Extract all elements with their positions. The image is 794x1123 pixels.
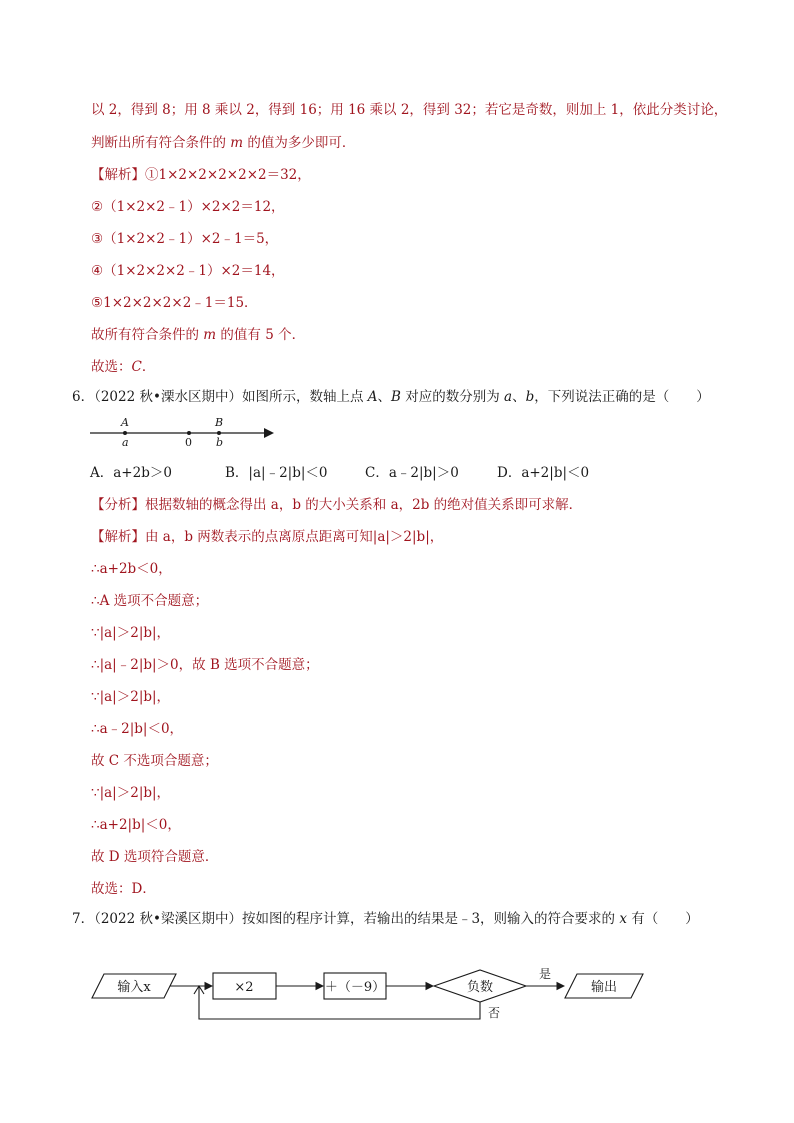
q6-stem-sep2: 、 [512, 389, 526, 405]
times-two-label: ×2 [234, 980, 254, 995]
prev-answer-a: 故选： [91, 359, 132, 375]
prev-step-1: ①1×2×2×2×2×2＝32， [145, 167, 311, 183]
point-a-var: a [122, 436, 129, 449]
q6-step: 故 D 选项符合题意． [91, 849, 219, 865]
q6-jiexi-tag: 【解析】 [91, 529, 145, 545]
q6-stem-vb: b [525, 389, 535, 405]
q6-jiexi-text: 由 a，b 两数表示的点离原点距离可知|a|＞2|b|， [145, 529, 444, 545]
q6-fenxi-tag: 【分析】 [91, 497, 145, 513]
prev-step-2: ②（1×2×2﹣1）×2×2＝12， [91, 199, 285, 215]
point-a-label: A [121, 416, 129, 429]
q6-step: ∵|a|＞2|b|， [91, 689, 171, 705]
q6-step: ∵|a|＞2|b|， [91, 625, 171, 641]
prev-concl-var: m [203, 327, 217, 343]
prev-conclusion [91, 326, 305, 344]
q6-stem-a: 6．（2022 秋•溧水区期中）如图所示，数轴上点 [72, 389, 368, 405]
q6-step: ∴a﹣2|b|＜0， [91, 721, 184, 737]
q6-fenxi-text: 根据数轴的概念得出 a，b 的大小关系和 a，2b 的绝对值关系即可求解． [145, 497, 583, 513]
q6-option-a[interactable]: A．a+2b＞0 [90, 465, 172, 481]
q6-step: 故 C 不选项合题意； [91, 753, 218, 769]
q6-step: ∴|a|﹣2|b|＞0，故 B 选项不合题意； [91, 657, 319, 673]
q7-stem-var: x [619, 911, 627, 927]
q6-stem-A: A [367, 389, 378, 405]
plus-minus-nine-label: ＋（－9） [324, 980, 386, 995]
output-label: 输出 [590, 980, 618, 995]
q6-stem-b: 对应的数分别为 [400, 389, 505, 405]
program-flowchart [88, 960, 653, 1026]
yes-label: 是 [538, 967, 552, 981]
number-line-arrow-icon [264, 428, 274, 438]
point-b-var: b [216, 436, 224, 449]
q6-stem [72, 388, 710, 406]
q6-option-d[interactable]: D．a+2|b|＜0 [497, 465, 590, 481]
prev-solution-line-1 [91, 166, 311, 184]
number-line-figure [88, 412, 278, 452]
prev-answer-b: ． [141, 359, 156, 375]
q7-stem-b: 有（ ） [626, 911, 699, 927]
prev-concl-a: 故所有符合条件的 [91, 327, 204, 343]
q6-option-b[interactable]: B．|a|﹣2|b|＜0 [225, 465, 328, 481]
prev-answer-var: C [131, 359, 142, 375]
prev-line-2 [91, 134, 355, 152]
prev-answer [91, 358, 155, 376]
point-b-label: B [215, 416, 224, 429]
q6-stem-B: B [391, 389, 401, 405]
q6-step: ∴A 选项不合题意； [91, 593, 209, 609]
prev-line-1: 以 2，得到 8；用 8 乘以 2，得到 16；用 16 乘以 2，得到 32；若它是奇数，则加上 1，依此分类讨论， [91, 102, 728, 118]
prev-step-5: ⑤1×2×2×2×2﹣1＝15． [91, 295, 258, 311]
q6-stem-va: a [504, 389, 513, 405]
q6-step: ∵|a|＞2|b|， [91, 785, 171, 801]
q6-stem-c: ，下列说法正确的是（ ） [534, 389, 710, 405]
prev-jiexi-tag: 【解析】 [91, 167, 145, 183]
prev-step-3: ③（1×2×2﹣1）×2﹣1＝5， [91, 231, 279, 247]
prev-var-m: m [230, 135, 244, 151]
q6-solution [91, 528, 443, 546]
q6-analysis [91, 496, 582, 514]
q7-stem-a: 7．（2022 秋•梁溪区期中）按如图的程序计算，若输出的结果是﹣3，则输入的符合要求的 [72, 911, 620, 927]
decision-label: 负数 [466, 980, 494, 995]
prev-line-2b: 的值为多少即可． [243, 135, 356, 151]
prev-step-4: ④（1×2×2×2﹣1）×2＝14， [91, 263, 285, 279]
prev-line-2a: 判断出所有符合条件的 [91, 135, 231, 151]
origin-label: 0 [185, 436, 192, 449]
origin-dot [187, 431, 191, 435]
q6-option-c[interactable]: C．a﹣2|b|＞0 [365, 465, 459, 481]
q6-stem-sep: 、 [377, 389, 391, 405]
q6-step: ∴a+2|b|＜0， [91, 817, 181, 833]
q6-step: ∴a+2b＜0， [91, 561, 172, 577]
q6-answer: 故选：D． [91, 881, 156, 897]
prev-concl-b: 的值有 5 个． [216, 327, 306, 343]
input-label: 输入x [117, 980, 151, 995]
point-b-dot [217, 431, 221, 435]
no-label: 否 [487, 1006, 501, 1020]
point-a-dot [123, 431, 127, 435]
q7-stem [72, 910, 699, 928]
